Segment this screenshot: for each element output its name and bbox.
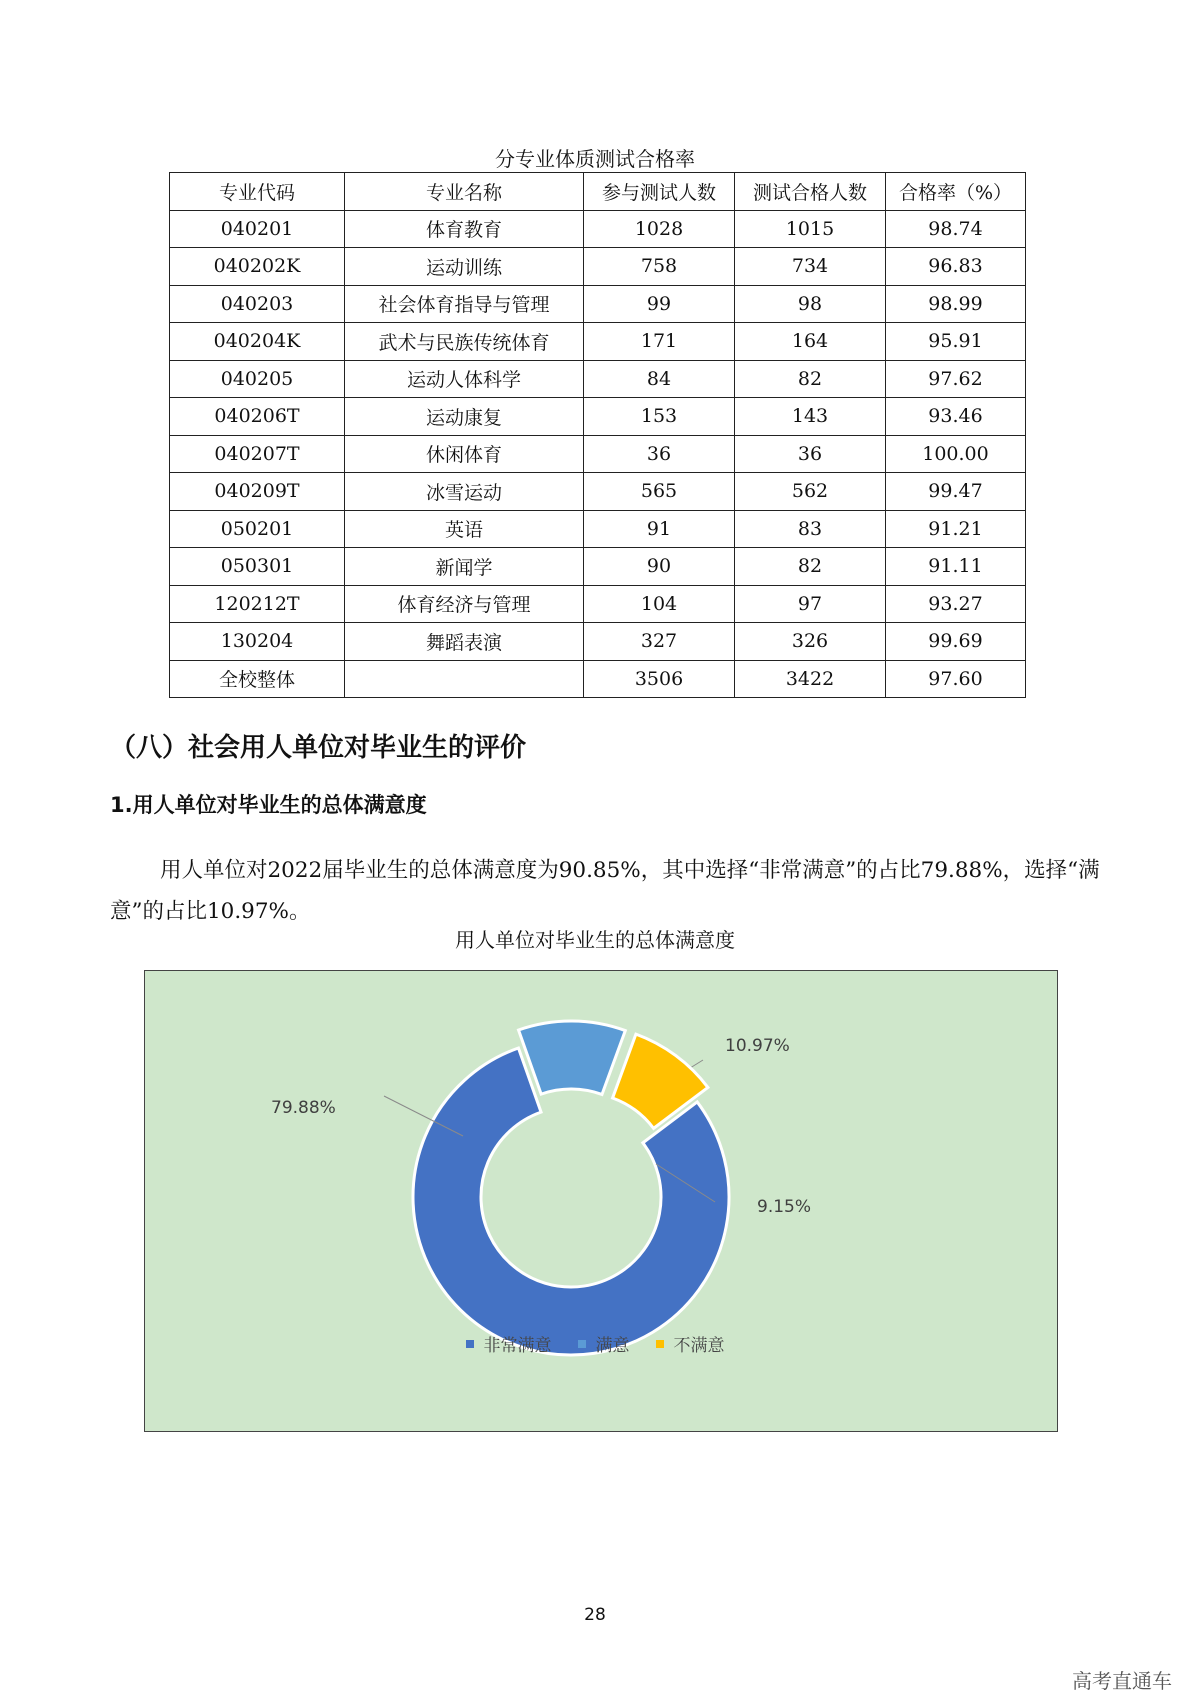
cell-passed: 82 xyxy=(735,548,886,586)
table-row xyxy=(170,398,1026,436)
legend-item xyxy=(578,1331,630,1356)
cell-major-code: 040203 xyxy=(170,285,345,323)
cell-major-code: 040202K xyxy=(170,248,345,286)
data-label: 9.15% xyxy=(757,1197,812,1217)
cell-major-code: 040204K xyxy=(170,323,345,361)
cell-passed: 164 xyxy=(735,323,886,361)
cell-passed: 326 xyxy=(735,623,886,661)
cell-passed: 562 xyxy=(735,473,886,511)
cell-major-code: 050301 xyxy=(170,548,345,586)
legend-swatch xyxy=(656,1340,664,1348)
cell-major-code: 040207T xyxy=(170,435,345,473)
cell-pass-rate: 95.91 xyxy=(886,323,1026,361)
cell-participants: 3506 xyxy=(584,660,735,698)
cell-major-name: 武术与民族传统体育 xyxy=(345,323,584,361)
legend-item xyxy=(656,1331,725,1356)
cell-major-name: 英语 xyxy=(345,510,584,548)
cell-major-name: 运动训练 xyxy=(345,248,584,286)
table-header-row xyxy=(170,173,1026,211)
chart-legend xyxy=(0,1331,1190,1356)
cell-pass-rate: 98.99 xyxy=(886,285,1026,323)
cell-participants: 565 xyxy=(584,473,735,511)
cell-passed: 98 xyxy=(735,285,886,323)
table-row xyxy=(170,585,1026,623)
cell-pass-rate: 97.60 xyxy=(886,660,1026,698)
cell-participants: 171 xyxy=(584,323,735,361)
cell-pass-rate: 96.83 xyxy=(886,248,1026,286)
cell-passed: 1015 xyxy=(735,210,886,248)
header-major-name: 专业名称 xyxy=(345,173,584,211)
header-passed: 测试合格人数 xyxy=(735,173,886,211)
cell-participants: 84 xyxy=(584,360,735,398)
page-number: 28 xyxy=(584,1605,606,1625)
cell-pass-rate: 99.47 xyxy=(886,473,1026,511)
fitness-test-table xyxy=(169,172,1026,698)
cell-major-name: 社会体育指导与管理 xyxy=(345,285,584,323)
data-label: 10.97% xyxy=(725,1036,790,1056)
cell-major-name: 新闻学 xyxy=(345,548,584,586)
cell-major-name: 舞蹈表演 xyxy=(345,623,584,661)
cell-major-name: 体育经济与管理 xyxy=(345,585,584,623)
data-label: 79.88% xyxy=(271,1098,336,1118)
cell-pass-rate: 98.74 xyxy=(886,210,1026,248)
cell-pass-rate: 93.27 xyxy=(886,585,1026,623)
cell-passed: 83 xyxy=(735,510,886,548)
cell-major-code: 040201 xyxy=(170,210,345,248)
cell-major-code: 130204 xyxy=(170,623,345,661)
cell-passed: 82 xyxy=(735,360,886,398)
header-pass-rate: 合格率（%） xyxy=(886,173,1026,211)
cell-participants: 1028 xyxy=(584,210,735,248)
cell-major-code: 050201 xyxy=(170,510,345,548)
section-heading: （八）社会用人单位对毕业生的评价 xyxy=(110,733,527,763)
legend-swatch xyxy=(578,1340,586,1348)
cell-major-code: 040205 xyxy=(170,360,345,398)
table-row xyxy=(170,473,1026,511)
table-row xyxy=(170,623,1026,661)
cell-passed: 143 xyxy=(735,398,886,436)
cell-pass-rate: 93.46 xyxy=(886,398,1026,436)
table-row xyxy=(170,510,1026,548)
cell-participants: 90 xyxy=(584,548,735,586)
watermark: 高考直通车 xyxy=(1072,1669,1172,1693)
cell-participants: 36 xyxy=(584,435,735,473)
legend-label: 不满意 xyxy=(673,1336,725,1356)
cell-pass-rate: 99.69 xyxy=(886,623,1026,661)
sub-heading: 1.用人单位对毕业生的总体满意度 xyxy=(110,793,427,817)
cell-passed: 36 xyxy=(735,435,886,473)
cell-passed: 3422 xyxy=(735,660,886,698)
table-row xyxy=(170,360,1026,398)
table-row xyxy=(170,323,1026,361)
cell-pass-rate: 100.00 xyxy=(886,435,1026,473)
legend-label: 满意 xyxy=(595,1336,630,1356)
cell-major-code: 040209T xyxy=(170,473,345,511)
chart-title: 用人单位对毕业生的总体满意度 xyxy=(455,928,735,952)
cell-participants: 758 xyxy=(584,248,735,286)
cell-major-name: 冰雪运动 xyxy=(345,473,584,511)
donut-slice xyxy=(519,1021,626,1094)
cell-participants: 327 xyxy=(584,623,735,661)
cell-major-name: 休闲体育 xyxy=(345,435,584,473)
table-row xyxy=(170,548,1026,586)
table-caption: 分专业体质测试合格率 xyxy=(495,147,695,171)
cell-passed: 734 xyxy=(735,248,886,286)
table-row xyxy=(170,435,1026,473)
cell-pass-rate: 91.21 xyxy=(886,510,1026,548)
cell-major-code: 120212T xyxy=(170,585,345,623)
cell-major-code: 040206T xyxy=(170,398,345,436)
table-row xyxy=(170,248,1026,286)
header-major-code: 专业代码 xyxy=(170,173,345,211)
table-row xyxy=(170,660,1026,698)
cell-major-name: 体育教育 xyxy=(345,210,584,248)
cell-major-name: 运动人体科学 xyxy=(345,360,584,398)
cell-participants: 153 xyxy=(584,398,735,436)
cell-passed: 97 xyxy=(735,585,886,623)
legend-item xyxy=(466,1331,552,1356)
cell-major-name xyxy=(345,660,584,698)
cell-major-name: 运动康复 xyxy=(345,398,584,436)
legend-swatch xyxy=(466,1340,474,1348)
table-row xyxy=(170,210,1026,248)
cell-pass-rate: 91.11 xyxy=(886,548,1026,586)
cell-participants: 99 xyxy=(584,285,735,323)
cell-participants: 104 xyxy=(584,585,735,623)
table-row xyxy=(170,285,1026,323)
legend-label: 非常满意 xyxy=(483,1336,552,1356)
chart-area xyxy=(144,970,1058,1432)
cell-major-code: 全校整体 xyxy=(170,660,345,698)
donut-chart xyxy=(145,971,1059,1433)
cell-pass-rate: 97.62 xyxy=(886,360,1026,398)
satisfaction-paragraph: 用人单位对2022届毕业生的总体满意度为90.85%，其中选择“非常满意”的占比79.88%，选择“满意”的占比10.97%。 xyxy=(110,858,1100,924)
header-participants: 参与测试人数 xyxy=(584,173,735,211)
cell-participants: 91 xyxy=(584,510,735,548)
